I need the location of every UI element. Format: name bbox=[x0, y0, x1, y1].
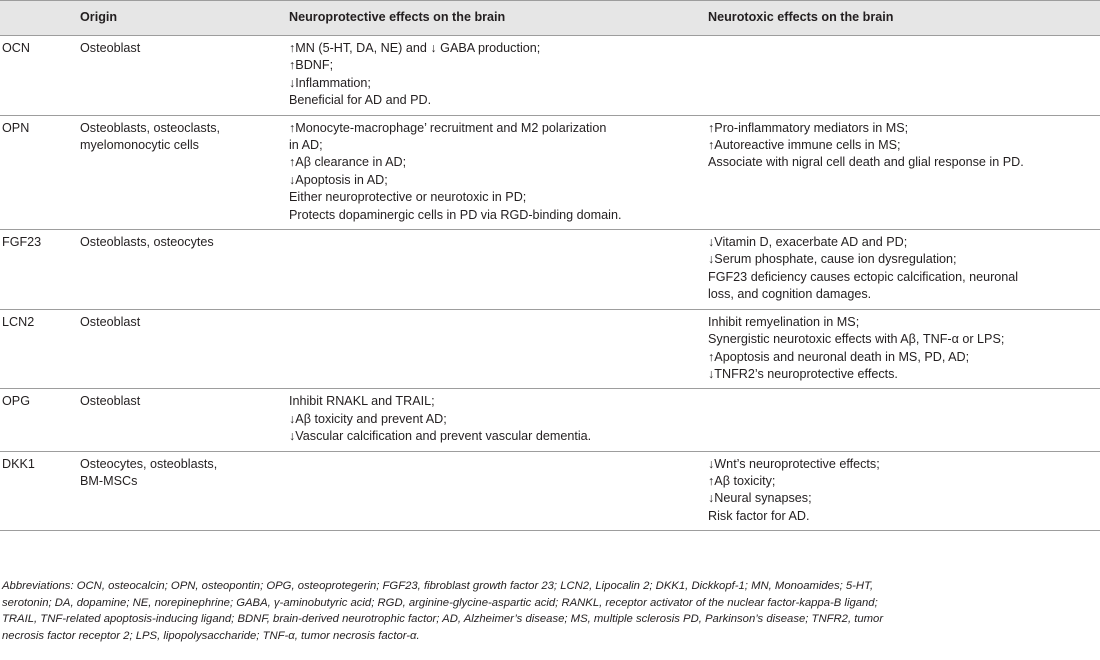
cell-line: ↓Aβ toxicity and prevent AD; bbox=[289, 411, 447, 426]
cell-neurotoxic bbox=[704, 36, 1100, 116]
cell-line: Either neuroprotective or neurotoxic in PD; bbox=[289, 190, 527, 205]
cell-neurotoxic bbox=[704, 115, 1100, 229]
cell-line: ↑Aβ toxicity; bbox=[708, 473, 776, 488]
cell-origin bbox=[76, 36, 285, 116]
cell-line: Synergistic neurotoxic effects with Aβ, TNF-α or LPS; bbox=[708, 332, 1005, 347]
table-row bbox=[0, 115, 1100, 229]
cell-neuroprotective bbox=[285, 309, 704, 389]
cell-name: OPG bbox=[0, 389, 76, 451]
cell-line: Osteoblast bbox=[80, 41, 141, 55]
cell-line: FGF23 deficiency causes ectopic calcification, neuronal bbox=[708, 269, 1019, 284]
cell-origin bbox=[76, 451, 285, 531]
table-row bbox=[0, 230, 1100, 310]
cell-name: FGF23 bbox=[0, 230, 76, 310]
cell-neurotoxic bbox=[704, 230, 1100, 310]
cell-line: ↑Aβ clearance in AD; bbox=[289, 155, 407, 170]
footnote-line: Abbreviations: OCN, osteocalcin; OPN, osteopontin; OPG, osteoprotegerin; FGF23, fibroblast growth factor 23; LCN2, Lipocalin 2; DKK1, Dickkopf-1; MN, Monoamides; 5-HT, bbox=[2, 580, 874, 592]
footnote-line: necrosis factor receptor 2; LPS, lipopolysaccharide; TNF-α, tumor necrosis factor-α. bbox=[2, 629, 420, 642]
table-row bbox=[0, 309, 1100, 389]
footnote-line: TRAIL, TNF-related apoptosis-inducing ligand; BDNF, brain-derived neurotrophic factor; AD, Alzheimer’s disease; MS, multiple sclerosis PD, Parkinson’s disease; TNFR2, tumor bbox=[2, 613, 884, 626]
table-footnote bbox=[2, 578, 1096, 644]
cell-line: Risk factor for AD. bbox=[708, 508, 810, 523]
cell-origin bbox=[76, 230, 285, 310]
cell-neurotoxic bbox=[704, 309, 1100, 389]
cell-line: ↑Pro-inflammatory mediators in MS; bbox=[708, 120, 909, 135]
cell-line: ↓Serum phosphate, cause ion dysregulation; bbox=[708, 252, 957, 267]
cell-line: Associate with nigral cell death and glial response in PD. bbox=[708, 155, 1024, 170]
cell-line: Osteoblasts, osteoclasts, bbox=[80, 120, 220, 135]
cell-line: ↓Vitamin D, exacerbate AD and PD; bbox=[708, 235, 908, 250]
cell-line: loss, and cognition damages. bbox=[708, 287, 872, 302]
header-origin: Origin bbox=[76, 1, 285, 36]
footnote-line: serotonin; DA, dopamine; NE, norepinephrine; GABA, γ-aminobutyric acid; RGD, arginine-glycine-aspartic acid; RANKL, receptor activator of the nuclear factor-kappa-B ligand; bbox=[2, 596, 878, 609]
cell-origin bbox=[76, 309, 285, 389]
header-neuroprotective: Neuroprotective effects on the brain bbox=[285, 1, 704, 36]
table-header bbox=[0, 1, 1100, 36]
cell-line: Osteoblasts, osteocytes bbox=[80, 235, 214, 250]
cell-neuroprotective bbox=[285, 36, 704, 116]
cell-name: LCN2 bbox=[0, 309, 76, 389]
cell-line: ↓Inflammation; bbox=[289, 75, 371, 90]
cell-neurotoxic bbox=[704, 451, 1100, 531]
cell-line: Beneficial for AD and PD. bbox=[289, 93, 432, 108]
table-row bbox=[0, 451, 1100, 531]
cell-line: ↑MN (5-HT, DA, NE) and ↓ GABA production; bbox=[289, 41, 541, 55]
table-row bbox=[0, 389, 1100, 451]
cell-name: DKK1 bbox=[0, 451, 76, 531]
header-row bbox=[0, 1, 1100, 36]
cell-neuroprotective bbox=[285, 115, 704, 229]
table-body bbox=[0, 36, 1100, 531]
cell-origin bbox=[76, 389, 285, 451]
cell-line: ↓Apoptosis in AD; bbox=[289, 172, 388, 187]
cell-line: Inhibit remyelination in MS; bbox=[708, 314, 860, 329]
header-neurotoxic: Neurotoxic effects on the brain bbox=[704, 1, 1100, 36]
cell-neuroprotective bbox=[285, 230, 704, 310]
cell-origin bbox=[76, 115, 285, 229]
cell-line: ↑BDNF; bbox=[289, 58, 334, 73]
cell-line: Osteoblast bbox=[80, 394, 141, 409]
cell-line: in AD; bbox=[289, 138, 323, 153]
cell-line: myelomonocytic cells bbox=[80, 138, 199, 153]
cell-line: ↑Autoreactive immune cells in MS; bbox=[708, 138, 901, 153]
cell-neuroprotective bbox=[285, 389, 704, 451]
cell-name: OCN bbox=[0, 36, 76, 116]
cell-name: OPN bbox=[0, 115, 76, 229]
cell-neurotoxic bbox=[704, 389, 1100, 451]
cell-line: BM-MSCs bbox=[80, 473, 138, 488]
cell-line: ↓Wnt’s neuroprotective effects; bbox=[708, 456, 880, 471]
cell-line: ↓Vascular calcification and prevent vascular dementia. bbox=[289, 429, 592, 444]
header-name bbox=[0, 1, 76, 36]
cell-line: Inhibit RNAKL and TRAIL; bbox=[289, 394, 435, 409]
cell-line: ↓TNFR2’s neuroprotective effects. bbox=[708, 366, 898, 381]
cell-line: ↓Neural synapses; bbox=[708, 491, 812, 506]
cell-line: Osteocytes, osteoblasts, bbox=[80, 456, 218, 471]
cell-line: Osteoblast bbox=[80, 314, 141, 329]
cell-line: ↑Monocyte-macrophage’ recruitment and M2 polarization bbox=[289, 120, 607, 135]
cell-neuroprotective bbox=[285, 451, 704, 531]
cell-line: ↑Apoptosis and neuronal death in MS, PD, AD; bbox=[708, 349, 970, 364]
cell-line: Protects dopaminergic cells in PD via RGD-binding domain. bbox=[289, 207, 622, 222]
table-row bbox=[0, 36, 1100, 116]
